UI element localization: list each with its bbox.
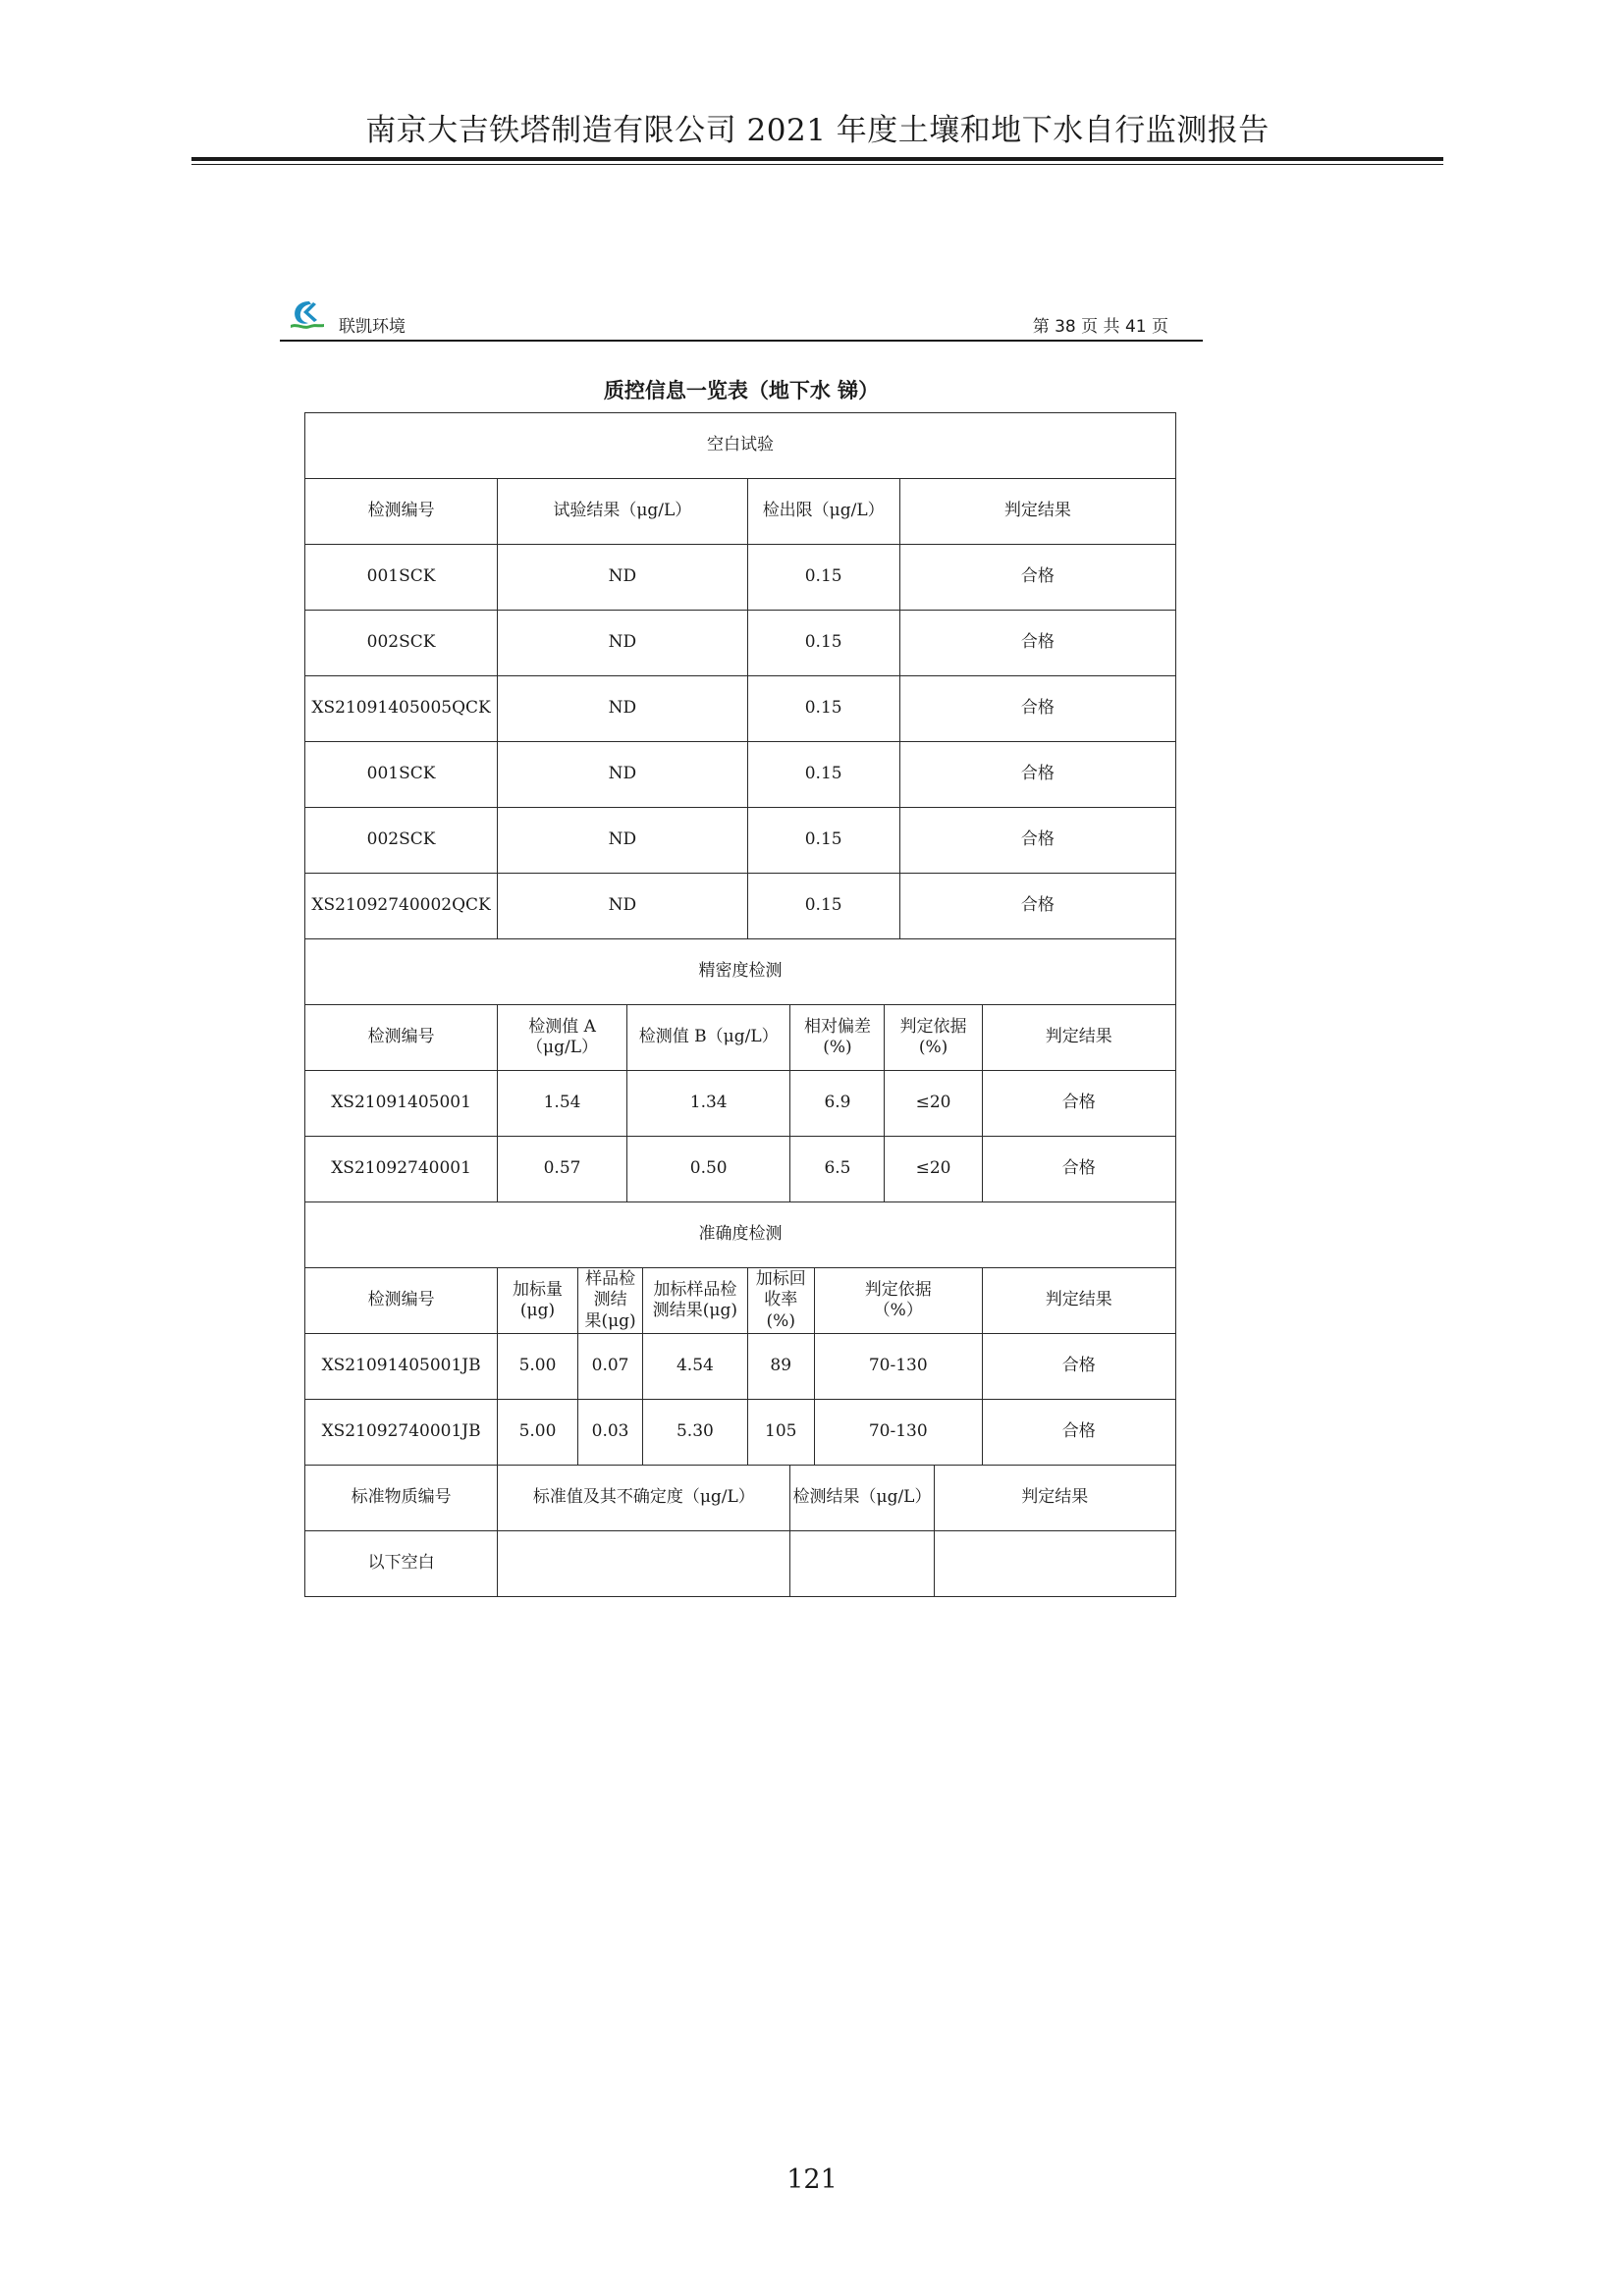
value-a-cell: 0.57 bbox=[498, 1137, 627, 1202]
reference-header-cell: 标准值及其不确定度（μg/L） bbox=[498, 1466, 790, 1531]
report-logo-row bbox=[280, 293, 1203, 340]
precision-header-cell: 检测值 B（μg/L） bbox=[626, 1005, 790, 1071]
accuracy-header-cell: 加标回收率 (%) bbox=[747, 1268, 814, 1334]
spike-amount-cell: 5.00 bbox=[498, 1400, 578, 1466]
reference-header-cell: 检测结果（μg/L） bbox=[790, 1466, 934, 1531]
table-row bbox=[305, 1334, 1176, 1400]
verdict-cell: 合格 bbox=[899, 808, 1175, 874]
limit-cell: 0.15 bbox=[747, 808, 899, 874]
sample-id-cell: XS21092740001 bbox=[305, 1137, 498, 1202]
accuracy-header-row bbox=[305, 1268, 1176, 1334]
accuracy-section-title: 准确度检测 bbox=[305, 1202, 1176, 1268]
blank-section-row bbox=[305, 413, 1176, 479]
verdict-cell: 合格 bbox=[982, 1334, 1175, 1400]
page-counter: 第 38 页 共 41 页 bbox=[1032, 317, 1168, 337]
limit-cell: 0.15 bbox=[747, 874, 899, 939]
value-a-cell: 1.54 bbox=[498, 1071, 627, 1137]
precision-header-cell: 检测值 A（μg/L） bbox=[498, 1005, 627, 1071]
limit-cell: 0.15 bbox=[747, 742, 899, 808]
header-rule bbox=[191, 157, 1443, 161]
table-row bbox=[305, 1137, 1176, 1202]
reference-result-cell bbox=[790, 1531, 934, 1597]
blank-header-cell: 检测编号 bbox=[305, 479, 498, 545]
accuracy-section-row bbox=[305, 1202, 1176, 1268]
sample-id-cell: 001SCK bbox=[305, 545, 498, 611]
table-row bbox=[305, 1400, 1176, 1466]
criterion-cell: ≤20 bbox=[885, 1071, 982, 1137]
precision-section-title: 精密度检测 bbox=[305, 939, 1176, 1005]
precision-header-cell: 判定结果 bbox=[982, 1005, 1175, 1071]
accuracy-header-cell: 加标量 (μg) bbox=[498, 1268, 578, 1334]
standard-value-cell bbox=[498, 1531, 790, 1597]
sample-id-cell: XS21092740002QCK bbox=[305, 874, 498, 939]
precision-header-cell: 检测编号 bbox=[305, 1005, 498, 1071]
limit-cell: 0.15 bbox=[747, 545, 899, 611]
company-name: 联凯环境 bbox=[339, 317, 406, 337]
accuracy-header-cell: 判定结果 bbox=[982, 1268, 1175, 1334]
value-b-cell: 0.50 bbox=[626, 1137, 790, 1202]
precision-section-row bbox=[305, 939, 1176, 1005]
verdict-cell: 合格 bbox=[899, 742, 1175, 808]
reference-id-cell: 以下空白 bbox=[305, 1531, 498, 1597]
verdict-cell: 合格 bbox=[982, 1400, 1175, 1466]
report-header-title: 南京大吉铁塔制造有限公司 2021 年度土壤和地下水自行监测报告 bbox=[365, 113, 1270, 148]
result-cell: ND bbox=[498, 874, 747, 939]
frame-rule bbox=[280, 340, 1203, 342]
accuracy-header-cell: 加标样品检 测结果(μg) bbox=[643, 1268, 747, 1334]
verdict-cell: 合格 bbox=[899, 611, 1175, 676]
reference-header-row bbox=[305, 1466, 1176, 1531]
sample-id-cell: XS21091405005QCK bbox=[305, 676, 498, 742]
verdict-cell: 合格 bbox=[899, 676, 1175, 742]
header-rule-thin bbox=[191, 164, 1443, 165]
relative-deviation-cell: 6.9 bbox=[790, 1071, 885, 1137]
precision-header-cell: 判定依据(%) bbox=[885, 1005, 982, 1071]
blank-section-title: 空白试验 bbox=[305, 413, 1176, 479]
sample-id-cell: XS21092740001JB bbox=[305, 1400, 498, 1466]
accuracy-header-cell: 判定依据 （%） bbox=[814, 1268, 982, 1334]
table-row bbox=[305, 676, 1176, 742]
blank-header-cell: 试验结果（μg/L） bbox=[498, 479, 747, 545]
verdict-cell: 合格 bbox=[982, 1137, 1175, 1202]
sample-result-cell: 0.07 bbox=[577, 1334, 642, 1400]
criterion-cell: 70-130 bbox=[814, 1400, 982, 1466]
sample-result-cell: 0.03 bbox=[577, 1400, 642, 1466]
spiked-result-cell: 4.54 bbox=[643, 1334, 747, 1400]
sample-id-cell: XS21091405001JB bbox=[305, 1334, 498, 1400]
table-row bbox=[305, 742, 1176, 808]
limit-cell: 0.15 bbox=[747, 676, 899, 742]
blank-header-row bbox=[305, 479, 1176, 545]
table-row bbox=[305, 808, 1176, 874]
verdict-cell bbox=[934, 1531, 1175, 1597]
sample-id-cell: 002SCK bbox=[305, 808, 498, 874]
reference-header-cell: 判定结果 bbox=[934, 1466, 1175, 1531]
result-cell: ND bbox=[498, 808, 747, 874]
result-cell: ND bbox=[498, 611, 747, 676]
accuracy-header-cell: 检测编号 bbox=[305, 1268, 498, 1334]
verdict-cell: 合格 bbox=[899, 545, 1175, 611]
spiked-result-cell: 5.30 bbox=[643, 1400, 747, 1466]
result-cell: ND bbox=[498, 676, 747, 742]
embedded-report-frame bbox=[280, 293, 1203, 340]
recovery-cell: 89 bbox=[747, 1334, 814, 1400]
sample-id-cell: 002SCK bbox=[305, 611, 498, 676]
criterion-cell: 70-130 bbox=[814, 1334, 982, 1400]
sample-id-cell: XS21091405001 bbox=[305, 1071, 498, 1137]
table-row bbox=[305, 545, 1176, 611]
qc-info-table bbox=[304, 412, 1176, 1597]
verdict-cell: 合格 bbox=[899, 874, 1175, 939]
reference-header-cell: 标准物质编号 bbox=[305, 1466, 498, 1531]
blank-header-cell: 检出限（μg/L） bbox=[747, 479, 899, 545]
lk-logo-icon bbox=[290, 298, 325, 330]
value-b-cell: 1.34 bbox=[626, 1071, 790, 1137]
table-row bbox=[305, 1071, 1176, 1137]
page-number: 121 bbox=[786, 2164, 838, 2195]
relative-deviation-cell: 6.5 bbox=[790, 1137, 885, 1202]
sample-id-cell: 001SCK bbox=[305, 742, 498, 808]
table-row bbox=[305, 1531, 1176, 1597]
precision-header-cell: 相对偏差(%) bbox=[790, 1005, 885, 1071]
table-row bbox=[305, 611, 1176, 676]
precision-header-row bbox=[305, 1005, 1176, 1071]
blank-header-cell: 判定结果 bbox=[899, 479, 1175, 545]
result-cell: ND bbox=[498, 742, 747, 808]
spike-amount-cell: 5.00 bbox=[498, 1334, 578, 1400]
criterion-cell: ≤20 bbox=[885, 1137, 982, 1202]
table-row bbox=[305, 874, 1176, 939]
limit-cell: 0.15 bbox=[747, 611, 899, 676]
result-cell: ND bbox=[498, 545, 747, 611]
recovery-cell: 105 bbox=[747, 1400, 814, 1466]
table-title: 质控信息一览表（地下水 锑） bbox=[603, 379, 880, 402]
verdict-cell: 合格 bbox=[982, 1071, 1175, 1137]
accuracy-header-cell: 样品检测结 果(μg) bbox=[577, 1268, 642, 1334]
